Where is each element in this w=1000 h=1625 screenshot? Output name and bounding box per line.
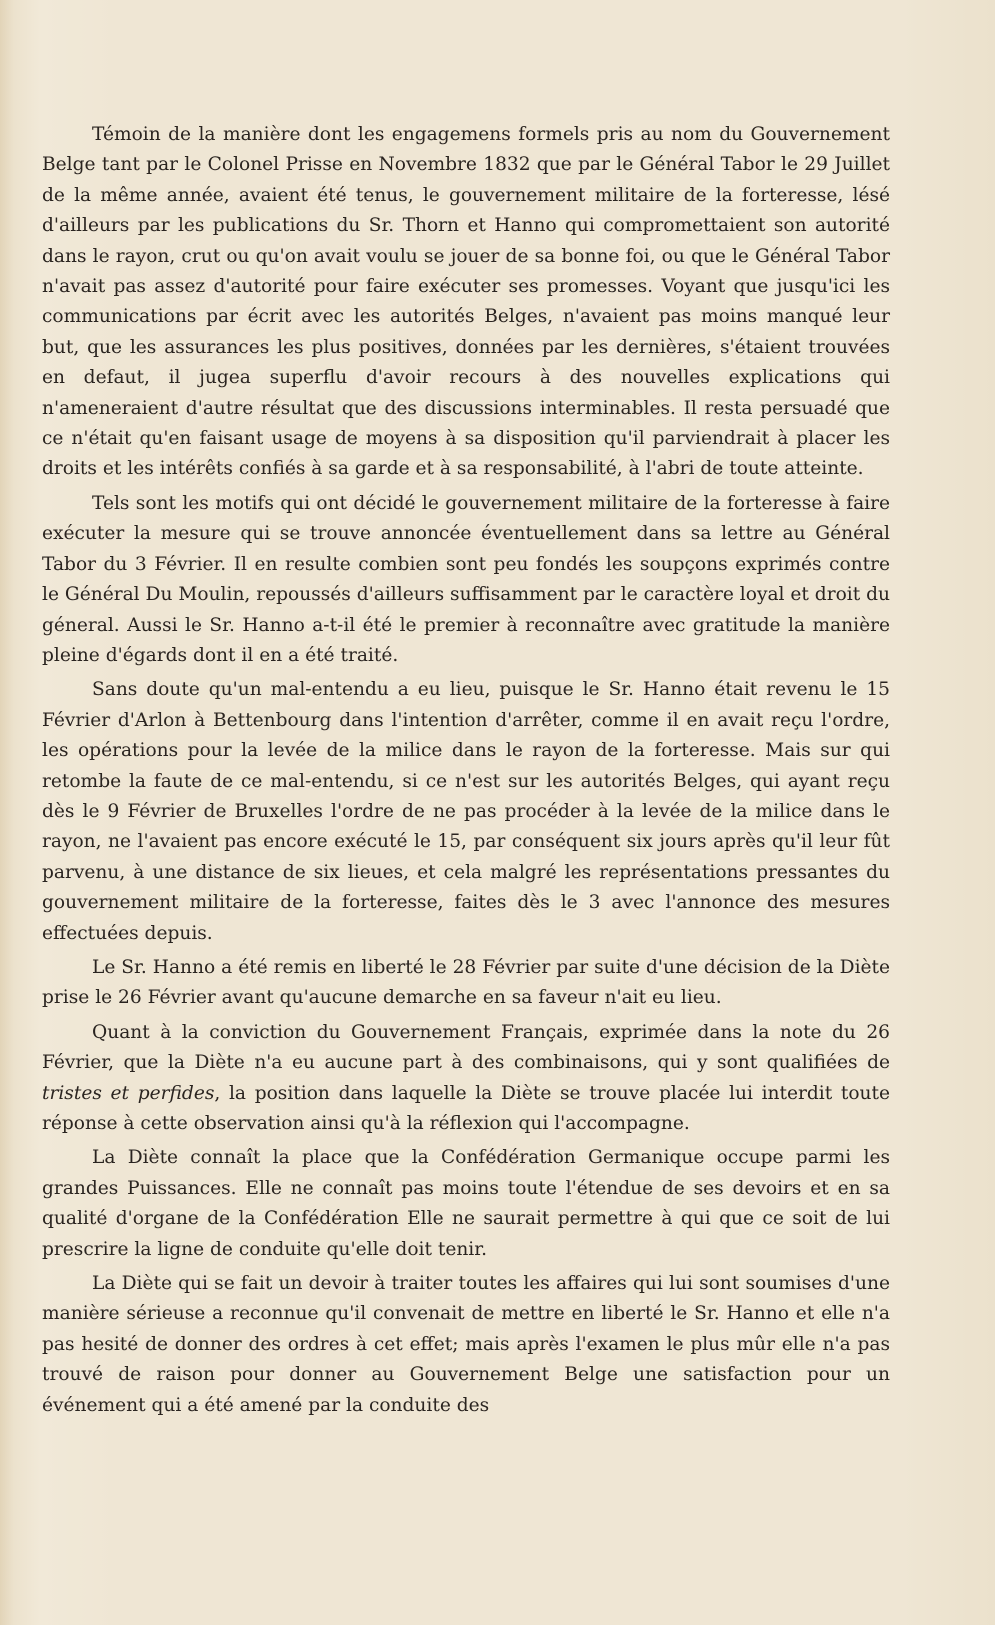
italic-phrase: tristes et perfides	[42, 1082, 215, 1104]
paragraph-6	[42, 1143, 890, 1265]
paragraph-3	[42, 675, 890, 949]
paragraph-text: , la position dans laquelle la Diète se trouve placée lui interdit toute réponse à cette observation ainsi qu'à la réflexion qui l'accompagne.	[42, 1082, 890, 1134]
paragraph-2	[42, 489, 890, 671]
paragraph-1	[42, 120, 890, 485]
paragraph-text: La Diète connaît la place que la Confédération Germanique occupe parmi les grandes Puissances. Elle ne connaît pas moins toute l'étendue de ses devoirs et en sa qualité d'organe de la Confédération Elle ne saurait permettre à qui que ce soit de lui prescrire la ligne de conduite qu'elle doit tenir.	[42, 1147, 890, 1260]
document-body	[42, 120, 890, 1425]
page-edge	[995, 0, 1000, 1625]
paragraph-text: Sans doute qu'un mal-entendu a eu lieu, puisque le Sr. Hanno était revenu le 15 Février d'Arlon à Bettenbourg dans l'intention d'arrêter, comme il en avait reçu l'ordre, les opérations pour la levée de la milice dans le rayon de la forteresse. Mais sur qui retombe la faute de ce mal-entendu, si ce n'est sur les autorités Belges, qui ayant reçu dès le 9 Février de Bruxelles l'ordre de ne pas procéder à la levée de la milice dans le rayon, ne l'avaient pas encore exécuté le 15, par conséquent six jours après qu'il leur fût parvenu, à une distance de six lieues, et cela malgré les représentations pressantes du gouvernement militaire de la forteresse, faites dès le 3 avec l'annonce des mesures effectuées depuis.	[42, 679, 890, 944]
paragraph-7	[42, 1269, 890, 1421]
paragraph-text: Quant à la conviction du Gouvernement Français, exprimée dans la note du 26 Février, que la Diète n'a eu aucune part à des combinaisons, qui y sont qualifiées de	[42, 1021, 890, 1074]
paragraph-text: Témoin de la manière dont les engagemens formels pris au nom du Gouvernement Belge tant par le Colonel Prisse en Novembre 1832 que par le Général Tabor le 29 Juillet de la même année, avaient été tenus, le gouvernement militaire de la forteresse, lésé d'ailleurs par les publications du Sr. Thorn et Hanno qui compromettaient son autorité dans le rayon, crut ou qu'on avait voulu se jouer de sa bonne foi, ou que le Général Tabor n'avait pas assez d'autorité pour faire exécuter ses promesses. Voyant que jusqu'ici les communications par écrit avec les autorités Belges, n'avaient pas moins manqué leur but, que les assurances les plus positives, données par les dernières, s'étaient trouvées en defaut, il jugea superflu d'avoir recours à des nouvelles explications qui n'ameneraient d'autre résultat que des discussions interminables. Il resta persuadé que ce n'était qu'en faisant usage de moyens à sa disposition qu'il parviendrait à placer les droits et les intérêts confiés à sa garde et à sa responsabilité, à l'abri de toute atteinte.	[42, 124, 890, 480]
paragraph-4	[42, 953, 890, 1014]
paragraph-text: La Diète qui se fait un devoir à traiter toutes les affaires qui lui sont soumises d'une manière sérieuse a reconnue qu'il convenait de mettre en liberté le Sr. Hanno et elle n'a pas hesité de donner des ordres à cet effet; mais après l'examen le plus mûr elle n'a pas trouvé de raison pour donner au Gouvernement Belge une satisfaction pour un événement qui a été amené par la conduite des	[42, 1273, 890, 1416]
paragraph-5	[42, 1018, 890, 1140]
paragraph-text: Le Sr. Hanno a été remis en liberté le 28 Février par suite d'une décision de la Diète prise le 26 Février avant qu'aucune demarche en sa faveur n'ait eu lieu.	[42, 956, 890, 1009]
paragraph-text: Tels sont les motifs qui ont décidé le gouvernement militaire de la forteresse à faire exécuter la mesure qui se trouve annoncée éventuellement dans sa lettre au Général Tabor du 3 Février. Il en resulte combien sont peu fondés les soupçons exprimés contre le Général Du Moulin, repoussés d'ailleurs suffisamment par le caractère loyal et droit du géneral. Aussi le Sr. Hanno a-t-il été le premier à reconnaître avec gratitude la manière pleine d'égards dont il en a été traité.	[42, 492, 890, 666]
